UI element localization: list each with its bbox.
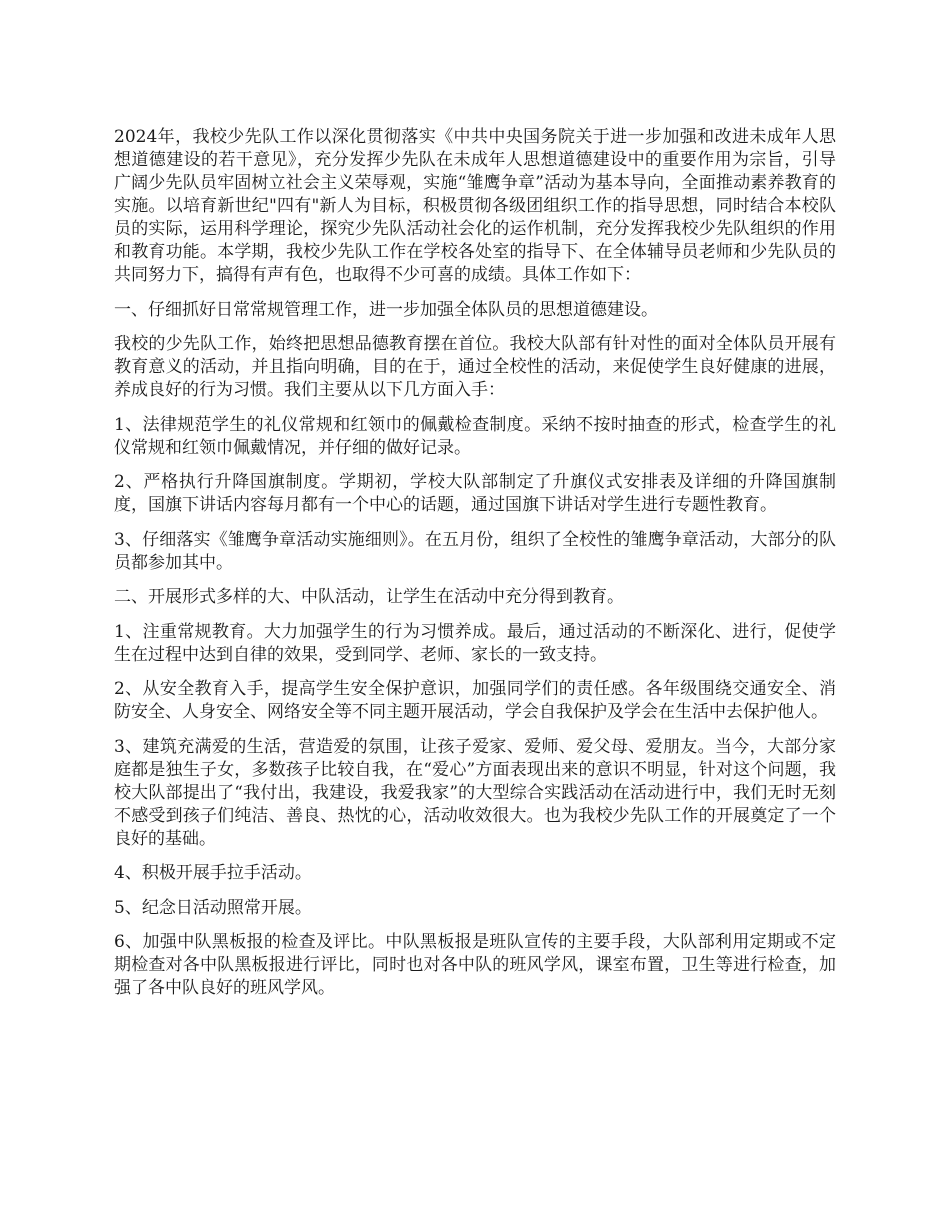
- section-heading-1: 一、仔细抓好日常常规管理工作，进一步加强全体队员的思想道德建设。: [114, 299, 658, 320]
- section-1-paragraph: 我校的少先队工作，始终把思想品德教育摆在首位。我校大队部有针对性的面对全体队员开展有教育意义的活动，并且指向明确，目的在于，通过全校性的活动，来促使学生良好健康的进展，养成良好的行为习惯。我们主要从以下几方面入手：: [114, 334, 836, 400]
- section-2-item-5: 5、纪念日活动照常开展。: [114, 897, 312, 918]
- section-2-item-3: 3、建筑充满爱的生活，营造爱的氛围，让孩子爱家、爱师、爱父母、爱朋友。当今，大部分家庭都是独生子女，多数孩子比较自我，在“爱心”方面表现出来的意识不明显，针对这个问题，我校大队部提出了“我付出，我建设，我爱我家”的大型综合实践活动在活动进行中，我们无时无刻不感受到孩子们纯洁、善良、热忱的心，活动收效很大。也为我校少先队工作的开展奠定了一个良好的基础。: [114, 736, 836, 849]
- section-heading-2: 二、开展形式多样的大、中队活动，让学生在活动中充分得到教育。: [114, 587, 624, 607]
- intro-paragraph: 2024年，我校少先队工作以深化贯彻落实《中共中央国务院关于进一步加强和改进未成年人思想道德建设的若干意见》，充分发挥少先队在未成年人思想道德建设中的重要作用为宗旨，引导广阔少先队员牢固树立社会主义荣辱观，实施“雏鹰争章”活动为基本导向，全面推动素养教育的实施。以培育新世纪"四有"新人为目标，积极贯彻各级团组织工作的指导思想，同时结合本校队员的实际，运用科学理论，探究少先队活动社会化的运作机制，充分发挥我校少先队组织的作用和教育功能。本学期，我校少先队工作在学校各处室的指导下、在全体辅导员老师和少先队员的共同努力下，搞得有声有色，也取得不少可喜的成绩。具体工作如下：: [114, 127, 836, 285]
- section-2-item-1: 1、注重常规教育。大力加强学生的行为习惯养成。最后，通过活动的不断深化、进行，促使学生在过程中达到自律的效果，受到同学、老师、家长的一致支持。: [114, 621, 836, 665]
- section-2-item-6: 6、加强中队黑板报的检查及评比。中队黑板报是班队宣传的主要手段，大队部利用定期或不定期检查对各中队黑板报进行评比，同时也对各中队的班风学风，课室布置，卫生等进行检查，加强了各中队良好的班风学风。: [114, 932, 836, 998]
- section-1-item-2: 2、严格执行升降国旗制度。学期初，学校大队部制定了升旗仪式安排表及详细的升降国旗制度，国旗下讲话内容每月都有一个中心的话题，通过国旗下讲话对学生进行专题性教育。: [114, 472, 836, 515]
- section-1-item-3: 3、仔细落实《雏鹰争章活动实施细则》。在五月份，组织了全校性的雏鹰争章活动，大部分的队员都参加其中。: [114, 529, 836, 573]
- document-body: [114, 126, 836, 1012]
- section-1-item-1: 1、法律规范学生的礼仪常规和红领巾的佩戴检查制度。采纳不按时抽查的形式，检查学生的礼仪常规和红领巾佩戴情况，并仔细的做好记录。: [114, 414, 836, 458]
- section-2-item-2: 2、从安全教育入手，提高学生安全保护意识，加强同学们的责任感。各年级围绕交通安全、消防安全、人身安全、网络安全等不同主题开展活动，学会自我保护及学会在生活中去保护他人。: [114, 679, 836, 722]
- section-2-item-4: 4、积极开展手拉手活动。: [114, 863, 312, 883]
